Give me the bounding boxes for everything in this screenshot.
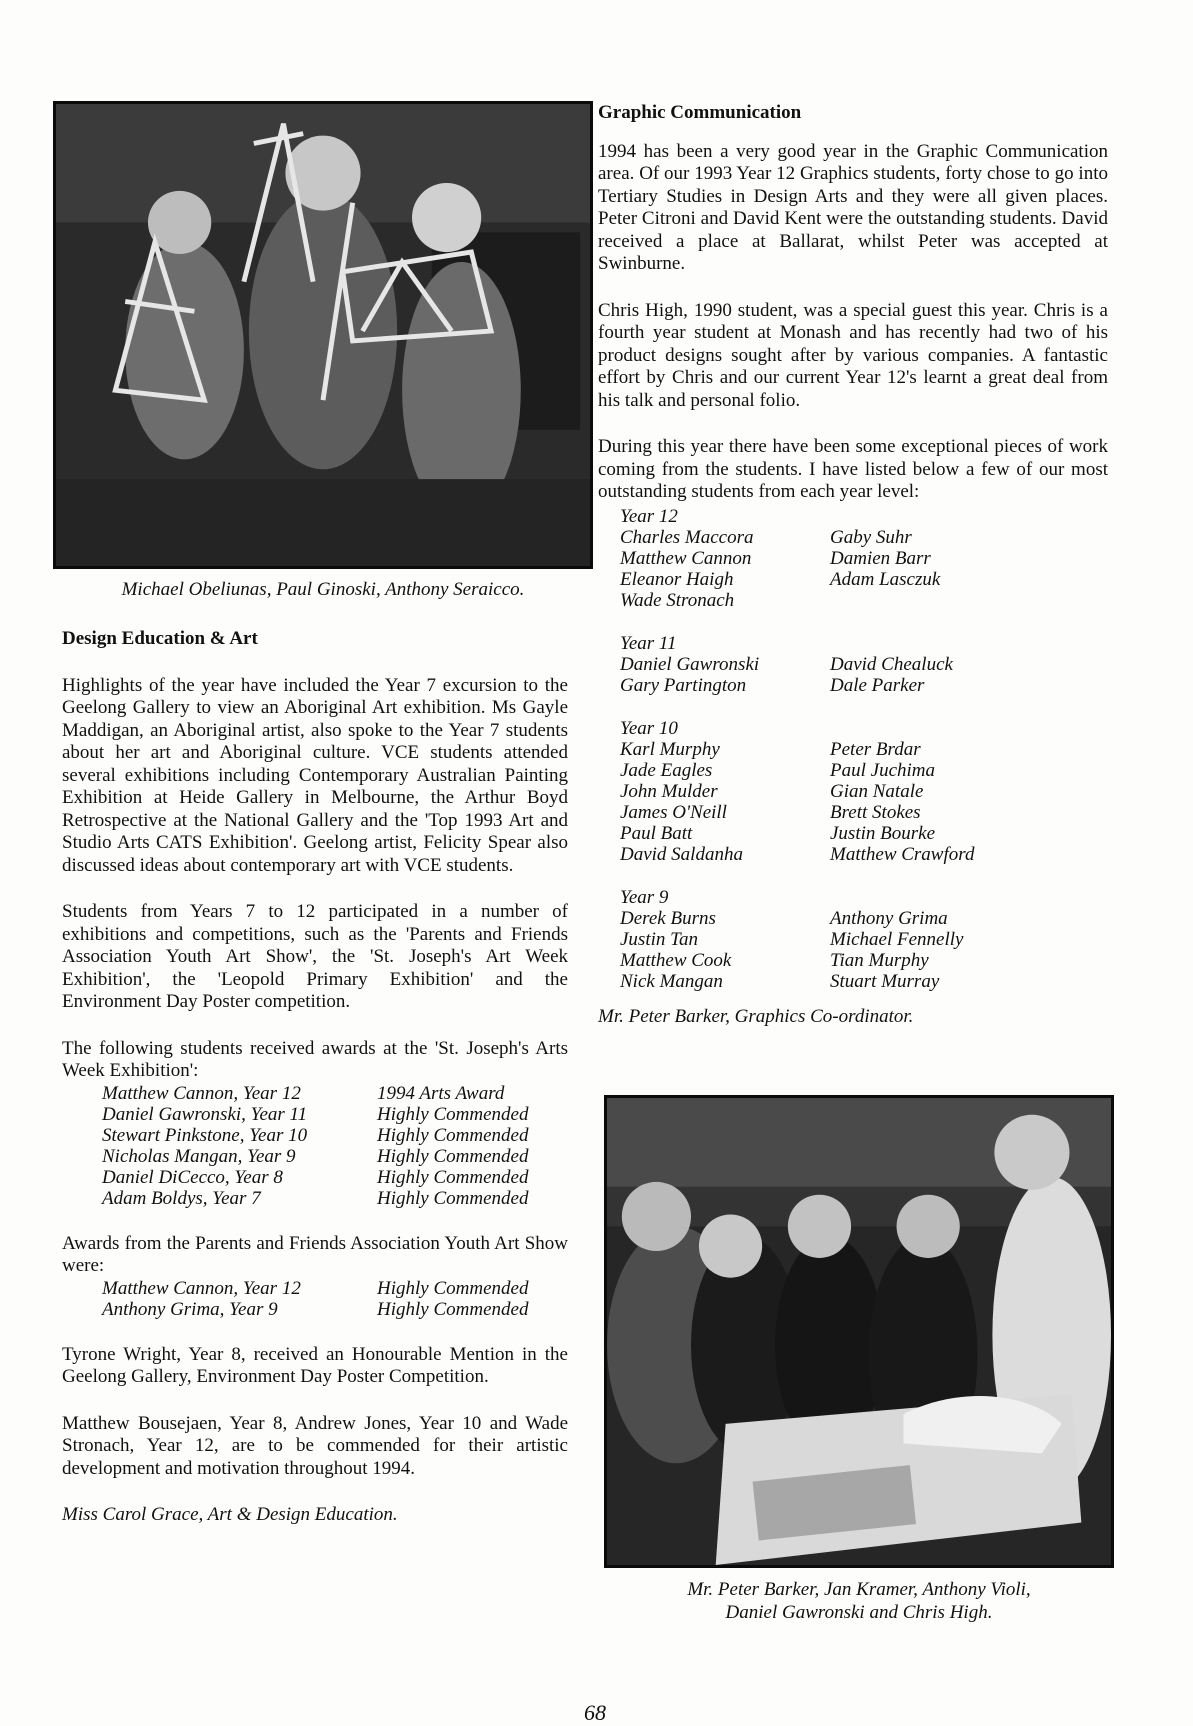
award-student: Adam Boldys, Year 7	[102, 1187, 261, 1209]
design-paragraph-4: Awards from the Parents and Friends Association Youth Art Show were:	[62, 1232, 568, 1276]
page-number: 68	[584, 1700, 606, 1725]
student-name: Justin Tan	[620, 928, 698, 950]
award-student: Anthony Grima, Year 9	[102, 1298, 278, 1320]
year-group-names	[620, 527, 1108, 611]
student-name: David Saldanha	[620, 843, 743, 865]
student-name: Stuart Murray	[830, 970, 940, 992]
award-student: Daniel DiCecco, Year 8	[102, 1166, 283, 1188]
student-name: Justin Bourke	[830, 822, 936, 844]
design-education-column	[62, 628, 568, 1527]
student-name: Anthony Grima	[830, 907, 948, 929]
design-education-heading: Design Education & Art	[62, 628, 258, 649]
student-name: Eleanor Haigh	[620, 568, 734, 590]
award-result: Highly Commended	[377, 1103, 529, 1125]
award-result: Highly Commended	[377, 1145, 529, 1167]
student-name: Wade Stronach	[620, 589, 735, 611]
year-group-names	[620, 654, 1108, 696]
student-name: Gary Partington	[620, 674, 747, 696]
student-name: Tian Murphy	[830, 949, 929, 971]
award-student: Daniel Gawronski, Year 11	[102, 1103, 308, 1125]
design-paragraph-5: Tyrone Wright, Year 8, received an Honourable Mention in the Geelong Gallery, Environment Day Poster Competition.	[62, 1343, 568, 1387]
student-name: John Mulder	[620, 780, 718, 802]
student-name: Dale Parker	[830, 674, 925, 696]
photo2-caption	[604, 1578, 1114, 1624]
award-result: Highly Commended	[377, 1124, 529, 1146]
photo2-caption-line-1: Mr. Peter Barker, Jan Kramer, Anthony Violi,	[687, 1579, 1031, 1600]
year-group-label: Year 12	[620, 505, 678, 527]
student-name: Matthew Cook	[620, 949, 732, 971]
year-group-label: Year 9	[620, 886, 669, 908]
graphic-paragraph-2: Chris High, 1990 student, was a special guest this year. Chris is a fourth year student at Monash and has recently had two of his product designs sought after by various companies. A fantastic effort by Chris and our current Year 12's learnt a great deal from his talk and personal folio.	[598, 299, 1108, 411]
year-group-names	[620, 739, 1108, 865]
graphic-paragraph-3: During this year there have been some exceptional pieces of work coming from the students. I have listed below a few of our most outstanding students from each year level:	[598, 436, 1108, 502]
student-name: Damien Barr	[830, 547, 931, 569]
stjoseph-awards-table	[102, 1083, 568, 1209]
award-student: Stewart Pinkstone, Year 10	[102, 1124, 308, 1146]
award-student: Nicholas Mangan, Year 9	[102, 1145, 296, 1167]
student-name: Peter Brdar	[830, 738, 921, 760]
award-result: Highly Commended	[377, 1298, 529, 1320]
year-group-label: Year 11	[620, 632, 677, 654]
student-name: Derek Burns	[620, 907, 716, 929]
student-name: Nick Mangan	[620, 970, 723, 992]
student-name: Jade Eagles	[620, 759, 713, 781]
year-groups-list	[598, 506, 1108, 992]
student-name	[830, 590, 1050, 611]
photo-students-with-models	[53, 101, 593, 569]
year-group-names	[620, 908, 1108, 992]
student-name: Paul Juchima	[830, 759, 936, 781]
year-group	[598, 718, 1108, 865]
award-result: Highly Commended	[377, 1277, 529, 1299]
student-name: Karl Murphy	[620, 738, 720, 760]
design-paragraph-2: Students from Years 7 to 12 participated in a number of exhibitions and competitions, such as the 'Parents and Friends Association Youth Art Show', the 'St. Joseph's Art Week Exhibition', the 'Leopold Primary Exhibition' and the Environment Day Poster competition.	[62, 901, 568, 1012]
student-name: Paul Batt	[620, 822, 693, 844]
design-paragraph-3: The following students received awards at the 'St. Joseph's Arts Week Exhibition':	[62, 1037, 568, 1081]
graphic-paragraph-1: 1994 has been a very good year in the Graphic Communication area. Of our 1993 Year 12 Graphics students, forty chose to go into Tertiary Studies in Design Arts and they were all given places. Peter Citroni and David Kent were the outstanding students. David received a place at Ballarat, whilst Peter was accepted at Swinburne.	[598, 140, 1108, 274]
year-group	[598, 633, 1108, 696]
graphic-communication-heading: Graphic Communication	[598, 102, 802, 123]
design-signature: Miss Carol Grace, Art & Design Education.	[62, 1504, 398, 1525]
award-student: Matthew Cannon, Year 12	[102, 1082, 301, 1104]
student-name: Brett Stokes	[830, 801, 921, 823]
student-name: Michael Fennelly	[830, 928, 964, 950]
year-group	[598, 887, 1108, 992]
student-name: Gian Natale	[830, 780, 924, 802]
photo2-caption-line-2: Daniel Gawronski and Chris High.	[725, 1602, 993, 1623]
award-result: 1994 Arts Award	[377, 1082, 505, 1104]
student-name: James O'Neill	[620, 801, 727, 823]
graphic-signature: Mr. Peter Barker, Graphics Co-ordinator.	[598, 1005, 914, 1027]
photo-graphics-class	[604, 1095, 1114, 1568]
design-paragraph-1: Highlights of the year have included the Year 7 excursion to the Geelong Gallery to view an Aboriginal Art exhibition. Ms Gayle Maddigan, an Aboriginal artist, also spoke to the Year 7 students about her art and Aboriginal culture. VCE students attended several exhibitions including Contemporary Australian Painting Exhibition at Heide Gallery in Melbourne, the Arthur Boyd Retrospective at the National Gallery and the 'Top 1993 Art and Studio Arts CATS Exhibition'. Geelong artist, Felicity Spear also discussed ideas about contemporary art with VCE students.	[62, 674, 568, 876]
year-group	[598, 506, 1108, 611]
pf-awards-table	[102, 1278, 568, 1320]
year-group-label: Year 10	[620, 717, 678, 739]
design-paragraph-6: Matthew Bousejaen, Year 8, Andrew Jones, Year 10 and Wade Stronach, Year 12, are to be commended for their artistic development and motivation throughout 1994.	[62, 1412, 568, 1479]
student-name: Charles Maccora	[620, 526, 754, 548]
student-name: Matthew Crawford	[830, 843, 975, 865]
award-student: Matthew Cannon, Year 12	[102, 1277, 301, 1299]
student-name: Matthew Cannon	[620, 547, 752, 569]
student-name: Adam Lasczuk	[830, 568, 941, 590]
photo1-caption: Michael Obeliunas, Paul Ginoski, Anthony Seraicco.	[121, 579, 525, 600]
graphic-communication-column	[598, 102, 1108, 1028]
award-result: Highly Commended	[377, 1187, 529, 1209]
student-name: Gaby Suhr	[830, 526, 912, 548]
award-result: Highly Commended	[377, 1166, 529, 1188]
student-name: David Chealuck	[830, 653, 953, 675]
student-name: Daniel Gawronski	[620, 653, 760, 675]
